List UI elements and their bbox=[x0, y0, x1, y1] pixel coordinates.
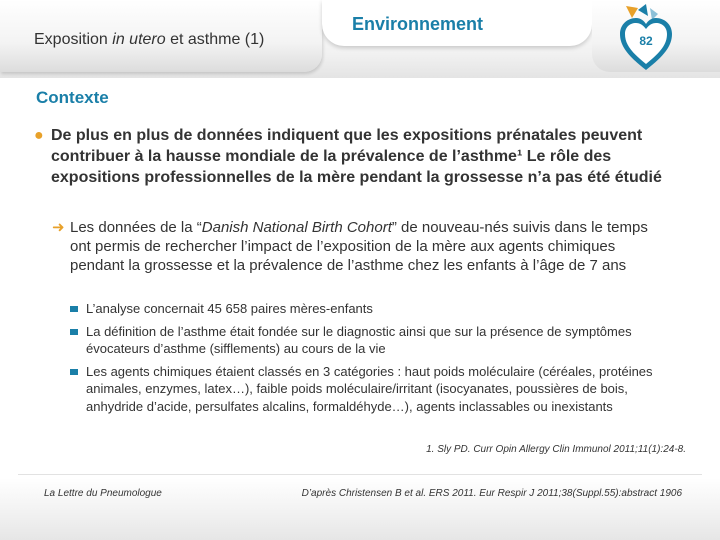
reference-note: 1. Sly PD. Curr Opin Allergy Clin Immunol 2011;11(1):24-8. bbox=[426, 444, 686, 455]
list-item: L’analyse concernait 45 658 paires mères-enfants bbox=[70, 300, 670, 318]
sub-bullet bbox=[52, 218, 652, 275]
arrow-right-icon: ➜ bbox=[52, 219, 65, 236]
section-label: Environnement bbox=[352, 14, 484, 34]
list-item: Les agents chimiques étaient classés en 3 catégories : haut poids moléculaire (céréales, protéines animales, enzymes, latex…), faible poids moléculaire/irritant (isocyanates, poussières de bois, anhydride d’acide, persulfates alcalins, formaldéhyde…), agents inclassables ou inexistants bbox=[70, 363, 670, 416]
main-bullet-text: De plus en plus de données indiquent que les expositions prénatales peuvent contribuer à la hausse mondiale de la prévalence de l’asthme¹ Le rôle des expositions professionnelles de la mère pendant la grossesse n’a pas été étudié bbox=[51, 127, 662, 186]
bullet-dot-icon: ● bbox=[34, 127, 44, 144]
section-tab bbox=[322, 0, 592, 46]
list-item: La définition de l’asthme était fondée sur le diagnostic ainsi que sur la présence de symptômes évocateurs d’asthme (sifflements) au cours de la vie bbox=[70, 323, 670, 358]
page-number: 82 bbox=[639, 34, 653, 48]
square-bullet-icon bbox=[70, 329, 78, 335]
main-bullet bbox=[34, 125, 694, 188]
sub-bullet-text: Les données de la “Danish National Birth Cohort” de nouveau-nés suivis dans le temps ont permis de rechercher l’impact de l’exposition de la mère aux agents chimiques pendant la grossesse et la prévalence de l’asthme chez les enfants à l’âge de 7 ans bbox=[70, 219, 648, 274]
detail-list bbox=[70, 300, 670, 420]
footer-source: D’après Christensen B et al. ERS 2011. Eur Respir J 2011;38(Suppl.55):abstract 1906 bbox=[301, 488, 682, 499]
square-bullet-icon bbox=[70, 369, 78, 375]
footer-journal: La Lettre du Pneumologue bbox=[44, 488, 162, 499]
slide-title: Exposition in utero et asthme (1) bbox=[34, 31, 265, 48]
footer-divider bbox=[18, 474, 702, 475]
square-bullet-icon bbox=[70, 306, 78, 312]
section-heading: Contexte bbox=[36, 88, 109, 107]
